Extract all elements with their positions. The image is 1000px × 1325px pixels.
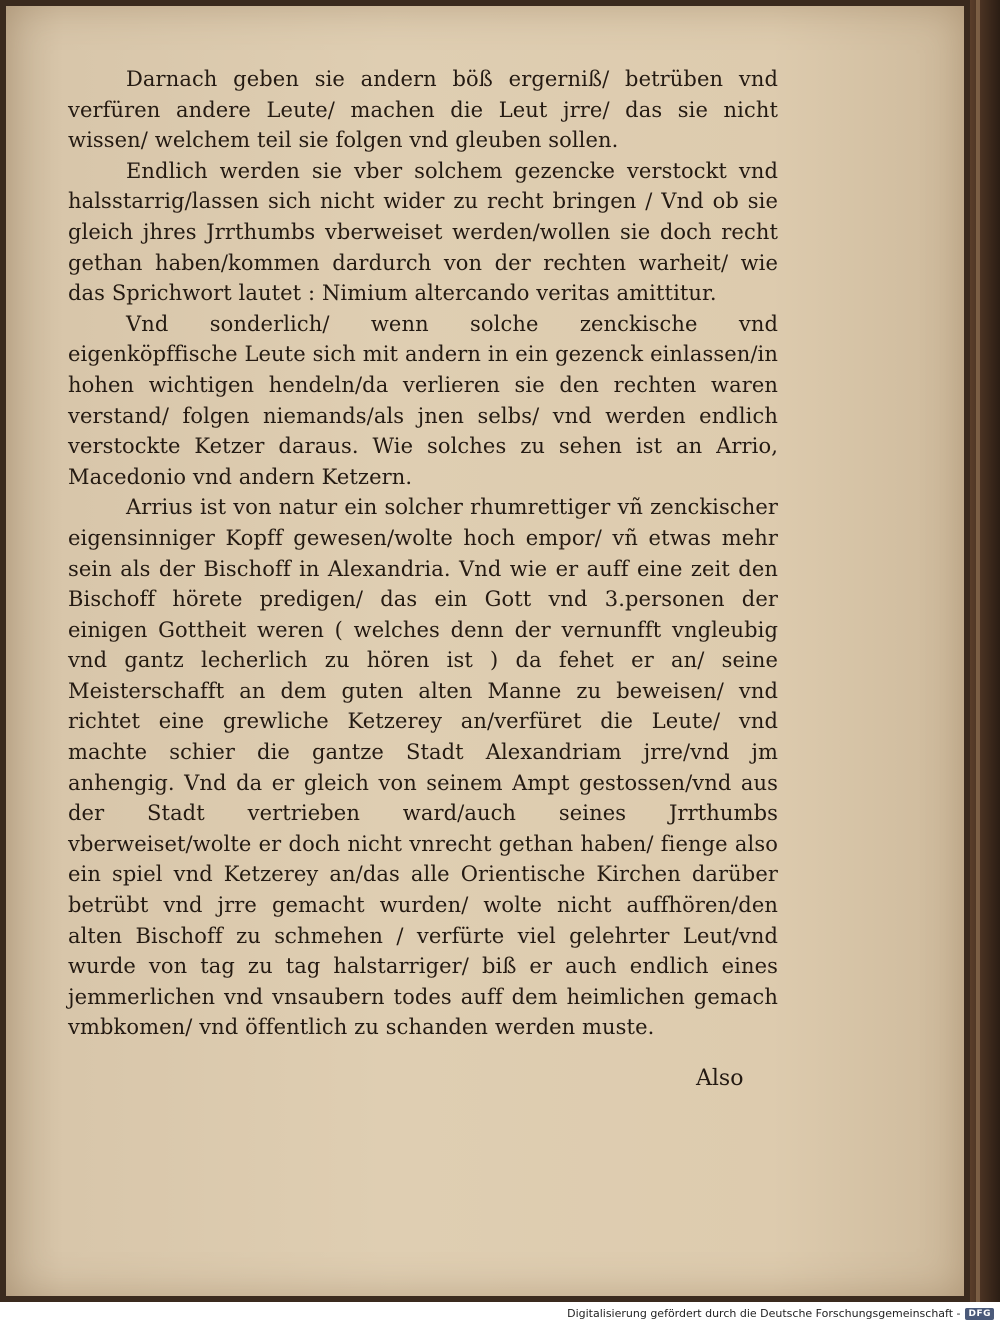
paragraph-4: Arrius ist von natur ein solcher rhumrettiger vñ zenckischer eigensinniger Kopff gewesen/wolte hoch empor/ vñ etwas mehr sein als der Bischoff in Alexandria. Vnd wie er auff eine zeit den Bischoff hörete predigen/ das ein Gott vnd 3.personen der einigen Gottheit weren ( welches denn der vernunfft vngleubig vnd gantz lecherlich zu hören ist ) da fehet er an/ seine Meisterschafft an dem guten alten Manne zu beweisen/ vnd richtet eine grewliche Ketzerey an/verfüret die Leute/ vnd machte schier die gantze Stadt Alexandriam jrre/vnd jm anhengig. Vnd da er gleich von seinem Ampt gestossen/vnd aus der Stadt vertrieben ward/auch seines Jrrthumbs vberweiset/wolte er doch nicht vnrecht gethan haben/ fienge also ein spiel vnd Ketzerey an/das alle Orientische Kirchen darüber betrübt vnd jrre gemacht wurden/ wolte nicht auffhören/den alten Bischoff zu schmehen / verfürte viel gelehrter Leut/vnd wurde von tag zu tag halstarriger/ biß er auch endlich eines jemmerlichen vnd vnsaubern todes auff dem heimlichen gemach vmbkomen/ vnd öffentlich zu schanden werden muste. bbox=[68, 495, 778, 1040]
paragraph-2: Endlich werden sie vber solchem gezencke verstockt vnd halsstarrig/lassen sich nicht wider zu recht bringen / Vnd ob sie gleich jhres Jrrthumbs vberweiset werden/wollen sie doch recht gethan haben/kommen dardurch von der rechten warheit/ wie das Sprichwort lautet : Nimium altercando veritas amittitur. bbox=[68, 158, 778, 306]
footer-credit: Digitalisierung gefördert durch die Deutsche Forschungsgemeinschaft - bbox=[567, 1307, 961, 1320]
book-page bbox=[6, 6, 964, 1296]
dfg-logo: DFG bbox=[965, 1308, 994, 1320]
book-edge bbox=[970, 0, 1000, 1302]
page-text bbox=[68, 64, 778, 1043]
paragraph-1: Darnach geben sie andern böß ergerniß/ betrüben vnd verfüren andere Leute/ machen die Leut jrre/ das sie nicht wissen/ welchem teil sie folgen vnd gleuben sollen. bbox=[68, 67, 778, 153]
catchword: Also bbox=[696, 1066, 744, 1091]
footer-bar bbox=[0, 1302, 1000, 1325]
paragraph-3: Vnd sonderlich/ wenn solche zenckische vnd eigenköpffische Leute sich mit andern in ein gezenck einlassen/in hohen wichtigen hendeln/da verlieren sie den rechten waren verstand/ folgen niemands/als jnen selbs/ vnd werden endlich verstockte Ketzer daraus. Wie solches zu sehen ist an Arrio, Macedonio vnd andern Ketzern. bbox=[68, 311, 778, 489]
